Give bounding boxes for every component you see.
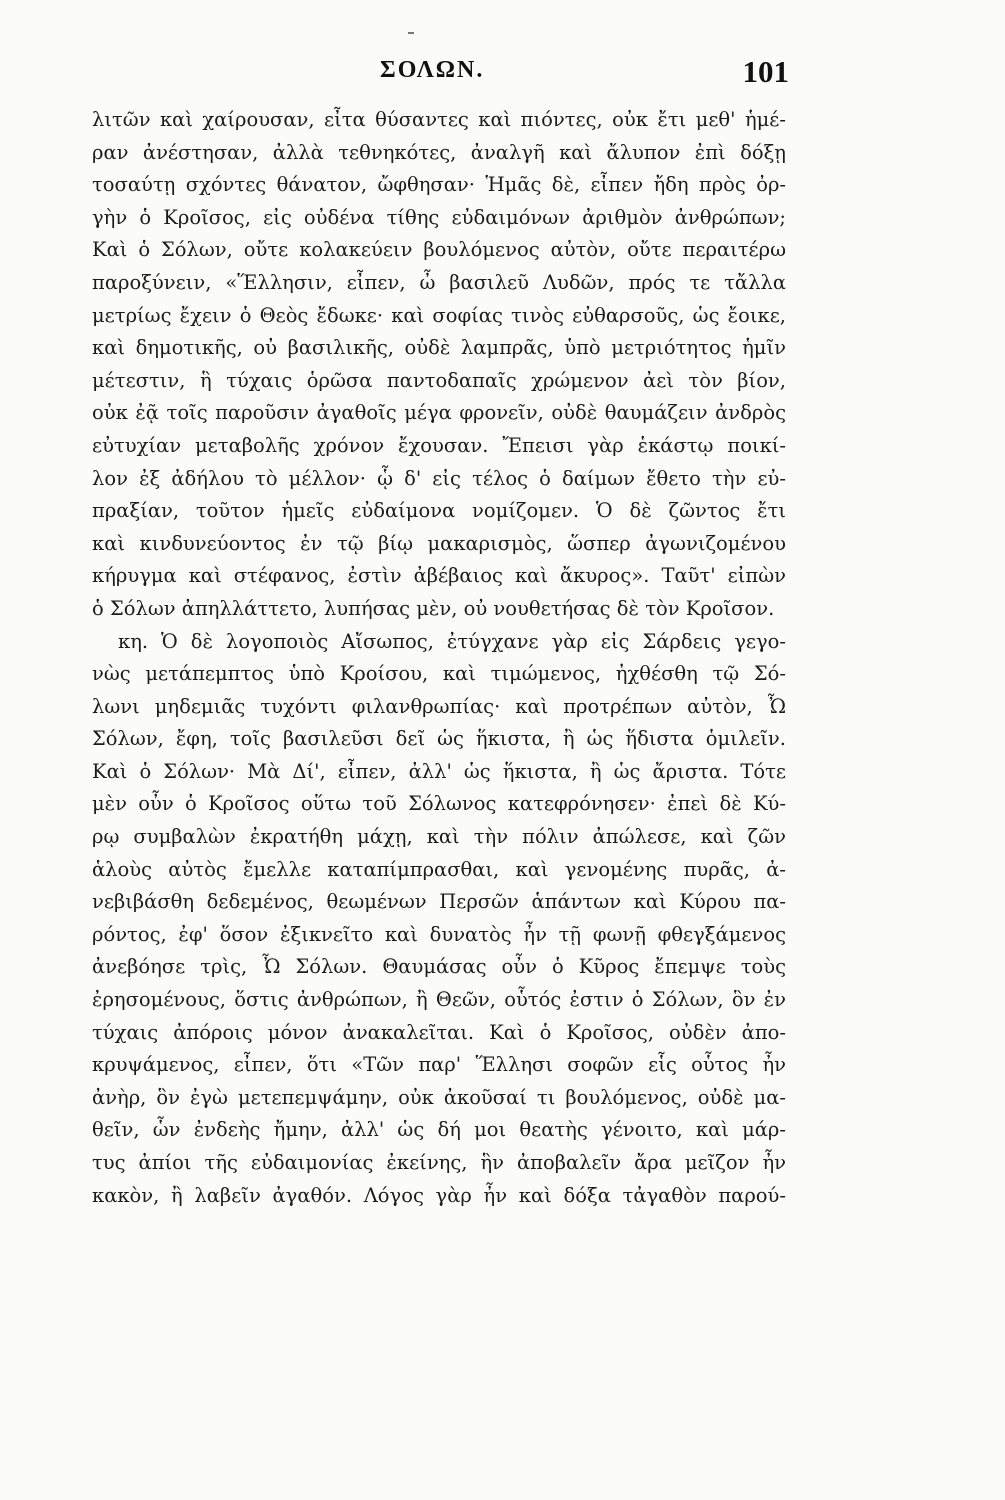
text-line: ἐρησομένους, ὅστις ἀνθρώπων, ἢ Θεῶν, οὗτός ἐστιν ὁ Σόλων, ὃν ἐν bbox=[92, 988, 786, 1012]
text-line: ραν ἀνέστησαν, ἀλλὰ τεθνηκότες, ἀναλγῆ καὶ ἄλυπον ἐπὶ δόξῃ bbox=[92, 140, 786, 164]
text-line: λιτῶν καὶ χαίρουσαν, εἶτα θύσαντες καὶ πιόντες, οὐκ ἔτι μεθ' ἡμέ- bbox=[92, 108, 786, 131]
text-line: μέτεστιν, ἣ τύχαις ὁρῶσα παντοδαπαῖς χρώμενον ἀεὶ τὸν βίον, bbox=[92, 368, 786, 392]
text-line: κήρυγμα καὶ στέφανος, ἐστὶν ἀβέβαιος καὶ ἄκυρος». Ταῦτ' εἰπὼν bbox=[92, 564, 786, 588]
text-line: μὲν οὖν ὁ Κροῖσος οὕτω τοῦ Σόλωνος κατεφρόνησεν· ἐπεὶ δὲ Κύ- bbox=[92, 792, 786, 816]
text-line: καὶ κινδυνεύοντος ἐν τῷ βίῳ μακαρισμὸς, ὥσπερ ἀγωνιζομένου bbox=[92, 531, 786, 555]
text-line: λον ἐξ ἀδήλου τὸ μέλλον· ᾧ δ' εἰς τέλος ὁ δαίμων ἔθετο τὴν εὐ- bbox=[92, 466, 786, 490]
text-line: παροξύνειν, «Ἕλλησιν, εἶπεν, ὦ βασιλεῦ Λυδῶν, πρός τε τἄλλα bbox=[92, 270, 786, 294]
text-line: οὐκ ἐᾷ τοῖς παροῦσιν ἀγαθοῖς μέγα φρονεῖν, οὐδὲ θαυμάζειν ἀνδρὸς bbox=[92, 401, 786, 425]
text-line: πραξίαν, τοῦτον ἡμεῖς εὐδαίμονα νομίζομεν. Ὁ δὲ ζῶντος ἔτι bbox=[92, 499, 786, 523]
text-line: κρυψάμενος, εἶπεν, ὅτι «Τῶν παρ' Ἕλλησι σοφῶν εἷς οὗτος ἦν bbox=[92, 1053, 786, 1077]
text-line: τύχαις ἀπόροις μόνον ἀνακαλεῖται. Καὶ ὁ Κροῖσος, οὐδὲν ἀπο- bbox=[92, 1020, 786, 1044]
text-line: τοσαύτῃ σχόντες θάνατον, ὤφθησαν· Ἡμᾶς δὲ, εἶπεν ἤδη πρὸς ὀρ- bbox=[92, 173, 786, 197]
text-line: μετρίως ἔχειν ὁ Θεὸς ἔδωκε· καὶ σοφίας τινὸς εὐθαρσοῦς, ὡς ἔοικε, bbox=[92, 303, 786, 327]
text-line: ἀνὴρ, ὃν ἐγὼ μετεπεμψάμην, οὐκ ἀκοῦσαί τι βουλόμενος, οὐδὲ μα- bbox=[92, 1085, 786, 1109]
section-start-line: κη. Ὁ δὲ λογοποιὸς Αἴσωπος, ἐτύγχανε γὰρ εἰς Σάρδεις γεγο- bbox=[118, 629, 786, 653]
text-line: Καὶ ὁ Σόλων, οὔτε κολακεύειν βουλόμενος αὐτὸν, οὔτε περαιτέρω bbox=[92, 238, 786, 262]
text-line: ρῳ συμβαλὼν ἐκρατήθη μάχῃ, καὶ τὴν πόλιν ἀπώλεσε, καὶ ζῶν bbox=[92, 825, 786, 849]
body-text bbox=[92, 104, 786, 1212]
text-line: γὴν ὁ Κροῖσος, εἰς οὐδένα τίθης εὐδαιμόνων ἀριθμὸν ἀνθρώπων; bbox=[92, 205, 786, 229]
text-line: νεβιβάσθη δεδεμένος, θεωμένων Περσῶν ἁπάντων καὶ Κύρου πα- bbox=[92, 890, 786, 914]
text-line: τυς ἀπίοι τῆς εὐδαιμονίας ἐκείνης, ἣν ἀποβαλεῖν ἄρα μεῖζον ἦν bbox=[92, 1151, 786, 1174]
text-line: λωνι μηδεμιᾶς τυχόντι φιλανθρωπίας· καὶ προτρέπων αὐτὸν, Ὦ bbox=[92, 694, 786, 718]
running-title: ΣΟΛΩΝ. bbox=[380, 57, 485, 83]
text-line: καὶ δημοτικῆς, οὐ βασιλικῆς, οὐδὲ λαμπρᾶς, ὑπὸ μετριότητος ἡμῖν bbox=[92, 336, 786, 360]
text-line: κακὸν, ἢ λαβεῖν ἀγαθόν. Λόγος γὰρ ἦν καὶ δόξα τἀγαθὸν παρού- bbox=[92, 1183, 786, 1207]
text-line: θεῖν, ὧν ἐνδεὴς ἤμην, ἀλλ' ὡς δή μοι θεατὴς γένοιτο, καὶ μάρ- bbox=[92, 1118, 786, 1142]
text-line: Καὶ ὁ Σόλων· Μὰ Δί', εἶπεν, ἀλλ' ὡς ἥκιστα, ἢ ὡς ἄριστα. Τότε bbox=[92, 759, 786, 783]
text-line: ἀνεβόησε τρὶς, Ὦ Σόλων. Θαυμάσας οὖν ὁ Κῦρος ἔπεμψε τοὺς bbox=[92, 955, 786, 979]
text-line: εὐτυχίαν μεταβολῆς χρόνον ἔχουσαν. Ἔπεισι γὰρ ἑκάστῳ ποικί- bbox=[92, 433, 786, 457]
top-mark bbox=[408, 32, 414, 34]
text-line: νὼς μετάπεμπτος ὑπὸ Κροίσου, καὶ τιμώμενος, ἠχθέσθη τῷ Σό- bbox=[92, 662, 786, 686]
page-number: 101 bbox=[742, 54, 789, 89]
text-line: ὁ Σόλων ἀπηλλάττετο, λυπήσας μὲν, οὐ νουθετήσας δὲ τὸν Κροῖσον. bbox=[92, 596, 775, 620]
text-line: Σόλων, ἔφη, τοῖς βασιλεῦσι δεῖ ὡς ἥκιστα, ἢ ὡς ἥδιστα ὁμιλεῖν. bbox=[92, 727, 786, 751]
text-line: ἁλοὺς αὐτὸς ἔμελλε καταπίμπρασθαι, καὶ γενομένης πυρᾶς, ἀ- bbox=[92, 857, 786, 881]
text-line: ρόντος, ἐφ' ὅσον ἐξικνεῖτο καὶ δυνατὸς ἦν τῇ φωνῇ φθεγξάμενος bbox=[92, 922, 786, 946]
